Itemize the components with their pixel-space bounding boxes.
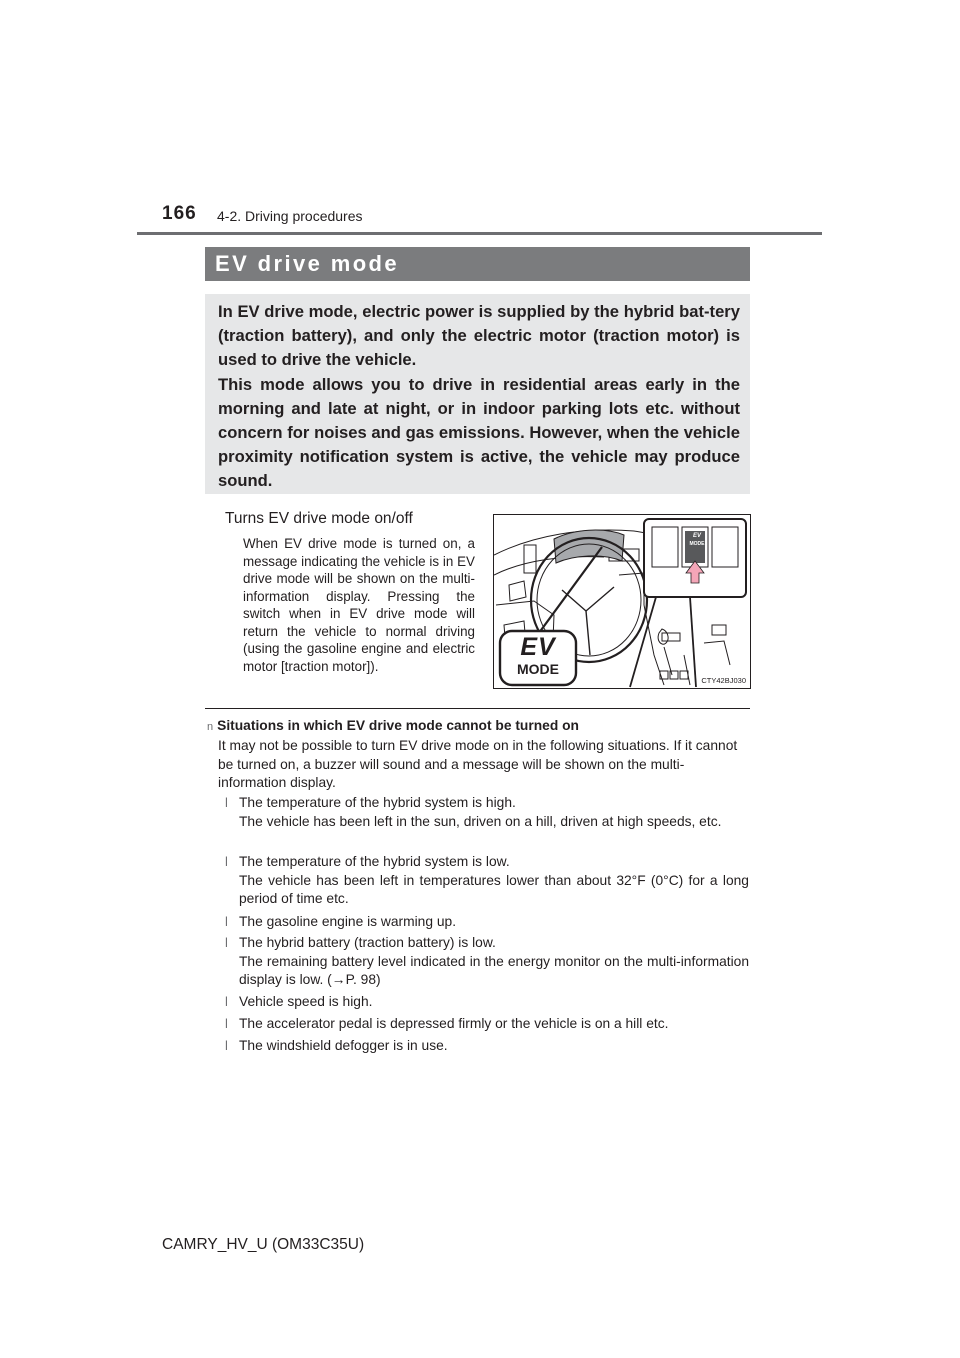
condition-detail: The remaining battery level indicated in the energy monitor on the multi-information display is low. (→P. 98) [239,953,749,987]
condition-item [227,993,749,1012]
condition-main: The temperature of the hybrid system is low. [239,854,510,869]
condition-item [227,853,749,909]
condition-main: The windshield defogger is in use. [239,1038,448,1053]
condition-item [227,913,749,932]
dashboard-illustration [493,514,751,689]
intro-paragraph-2: This mode allows you to drive in residential areas early in the morning and late at night, or in indoor parking lots etc. without concern for noises and gas emissions. However, when the vehicle proximity notification system is active, the vehicle may produce sound. [218,375,740,490]
bullet-icon: l [225,1038,228,1053]
bullet-icon: l [225,854,228,869]
bullet-icon: l [225,1016,228,1031]
small-mode-label: MODE [689,541,705,547]
section-title: 4-2. Driving procedures [217,208,363,224]
bullet-icon: l [225,994,228,1009]
condition-main: Vehicle speed is high. [239,994,373,1009]
step-description: When EV drive mode is turned on, a message indicating the vehicle is in EV drive mode will be shown on the multi-information display. Pressing the switch when in EV drive mode will return the vehicle to normal driving (using the gasoline engine and electric motor [traction motor]). [243,536,475,674]
small-ev-label: EV [692,533,701,539]
step-title: Turns EV drive mode on/off [225,510,413,527]
condition-main: The temperature of the hybrid system is high. [239,795,516,810]
note-marker: n [207,721,214,733]
bullet-icon: l [225,795,228,810]
intro-paragraph-1: In EV drive mode, electric power is supplied by the hybrid bat-tery (traction battery), and only the electric motor (traction motor) is used to drive the vehicle. [218,302,740,369]
page-title: EV drive mode [215,251,400,276]
condition-item [227,1037,749,1056]
condition-item [227,794,749,831]
note-heading-text: Situations in which EV drive mode cannot be turned on [217,718,579,733]
condition-detail: The vehicle has been left in the sun, driven on a hill, driven at high speeds, etc. [239,813,722,829]
note-intro: It may not be possible to turn EV drive mode on in the following situations. If it cannot be turned on, a buzzer will sound and a message will be shown on the multi-information display. [218,738,738,790]
note-heading [207,718,579,733]
condition-main: The gasoline engine is warming up. [239,914,457,929]
ev-mode-button-icon-ev: EV [520,633,556,661]
section-divider [205,708,750,709]
condition-main: The accelerator pedal is depressed firmly or the vehicle is on a hill etc. [239,1016,669,1031]
condition-main: The hybrid battery (traction battery) is low. [239,935,496,950]
footer-model-code: CAMRY_HV_U (OM33C35U) [162,1236,365,1253]
bullet-icon: l [225,935,228,950]
page-number: 166 [162,203,197,224]
title-bar [205,247,750,281]
condition-detail: The vehicle has been left in temperatures lower than about 32°F (0°C) for a long period of time etc. [239,872,749,906]
header-rule [137,232,822,235]
condition-item [227,934,749,990]
bullet-icon: l [225,914,228,929]
condition-item [227,1015,749,1034]
illustration-code: CTY42BJ030 [701,676,746,685]
ev-mode-button-icon-mode: MODE [517,661,559,677]
intro-box [205,294,750,494]
